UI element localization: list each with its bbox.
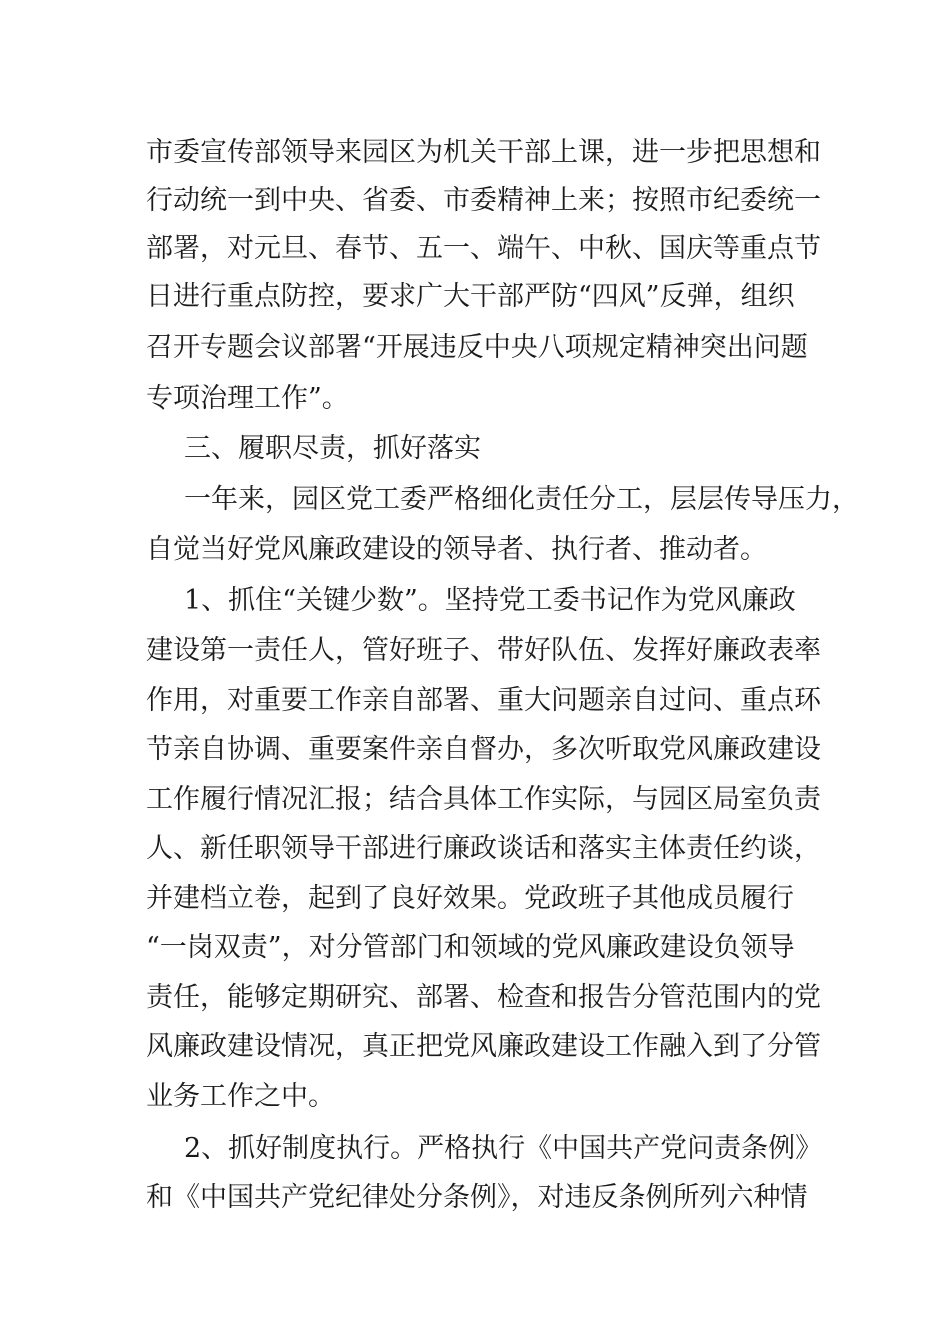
- paragraph-start-line: 1、抓住“关键少数”。坚持党工委书记作为党风廉政: [184, 585, 796, 616]
- text-line: 行动统一到中央、省委、市委精神上来；按照市纪委统一: [146, 185, 821, 216]
- text-line: 风廉政建设情况，真正把党风廉政建设工作融入到了分管: [146, 1031, 821, 1062]
- text-line: 专项治理工作”。: [146, 383, 349, 414]
- text-line: 日进行重点防控，要求广大干部严防“四风”反弹，组织: [146, 281, 795, 312]
- text-line: 责任，能够定期研究、部署、检查和报告分管范围内的党: [146, 982, 821, 1013]
- paragraph-start-line: 一年来，园区党工委严格细化责任分工，层层传导压力，: [184, 484, 859, 515]
- paragraph-start-line: 2、抓好制度执行。严格执行《中国共产党问责条例》: [184, 1133, 823, 1164]
- text-line: 和《中国共产党纪律处分条例》，对违反条例所列六种情: [146, 1182, 808, 1213]
- text-line: 市委宣传部领导来园区为机关干部上课，进一步把思想和: [146, 137, 821, 168]
- section-heading: 三、履职尽责，抓好落实: [184, 433, 481, 464]
- text-line: 并建档立卷，起到了良好效果。党政班子其他成员履行: [146, 883, 794, 914]
- text-line: 业务工作之中。: [146, 1081, 335, 1112]
- text-line: 人、新任职领导干部进行廉政谈话和落实主体责任约谈，: [146, 833, 821, 864]
- text-line: 自觉当好党风廉政建设的领导者、执行者、推动者。: [146, 534, 767, 565]
- text-line: 工作履行情况汇报；结合具体工作实际，与园区局室负责: [146, 784, 821, 815]
- text-line: 节亲自协调、重要案件亲自督办，多次听取党风廉政建设: [146, 734, 821, 765]
- text-line: 召开专题会议部署“开展违反中央八项规定精神突出问题: [146, 332, 808, 363]
- text-line: 部署，对元旦、春节、五一、端午、中秋、国庆等重点节: [146, 233, 821, 264]
- text-line: 建设第一责任人，管好班子、带好队伍、发挥好廉政表率: [146, 635, 821, 666]
- text-line: 作用，对重要工作亲自部署、重大问题亲自过问、重点环: [146, 685, 821, 716]
- text-line: “一岗双责”，对分管部门和领域的党风廉政建设负领导: [146, 932, 795, 963]
